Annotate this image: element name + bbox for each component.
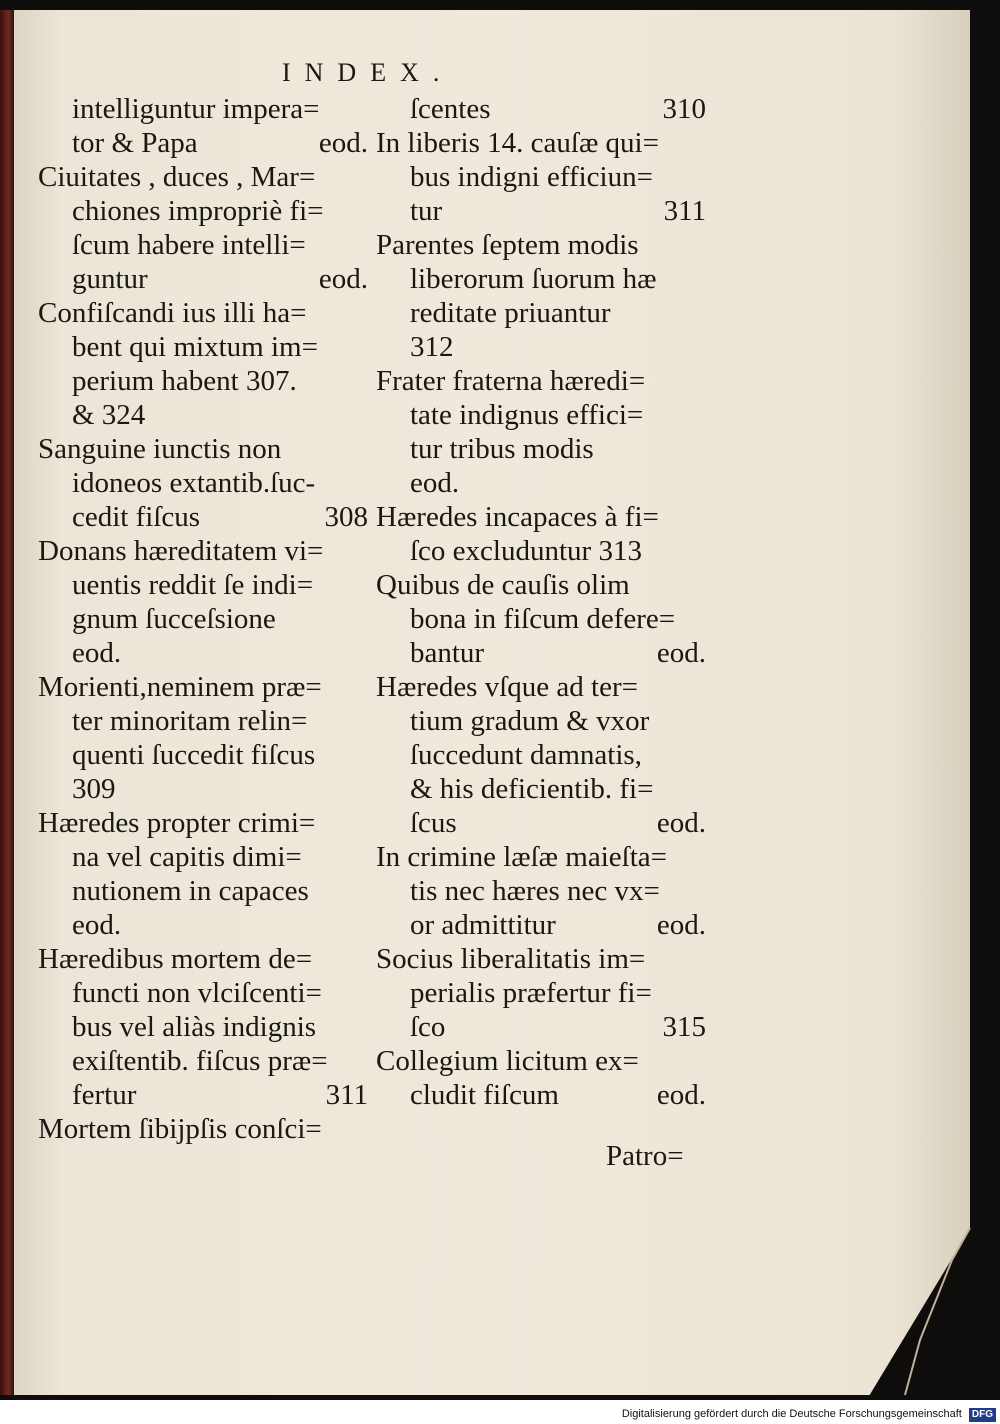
index-line-text: idoneos extantib.ſuc- bbox=[72, 467, 316, 499]
index-line bbox=[38, 228, 368, 262]
index-line-text: gnum ſucceſsione bbox=[72, 603, 276, 635]
index-line bbox=[376, 874, 706, 908]
index-line-text: bus indigni efficiun= bbox=[410, 161, 653, 193]
index-line bbox=[376, 1044, 706, 1078]
index-line-text: 312 bbox=[410, 331, 454, 363]
index-line bbox=[376, 126, 706, 160]
index-line-text: bus vel aliàs indignis bbox=[72, 1011, 317, 1043]
index-line-text: fertur bbox=[72, 1079, 137, 1111]
index-line-text: tur tribus modis bbox=[410, 433, 594, 465]
page-reference: eod. bbox=[318, 263, 368, 295]
index-line bbox=[376, 398, 706, 432]
page-reference: eod. bbox=[656, 909, 706, 941]
page-reference: 311 bbox=[325, 1079, 368, 1111]
index-line-text: nutionem in capaces bbox=[72, 875, 309, 907]
index-line bbox=[38, 398, 368, 432]
index-line-text: & 324 bbox=[72, 399, 146, 431]
index-line-text: Frater fraterna hæredi= bbox=[376, 365, 646, 397]
index-line bbox=[38, 568, 368, 602]
index-line-text: Donans hæreditatem vi= bbox=[38, 535, 324, 567]
page-reference: 311 bbox=[663, 195, 706, 227]
index-line-text: eod. bbox=[72, 909, 122, 941]
index-line bbox=[38, 92, 368, 126]
index-line bbox=[38, 432, 368, 466]
index-line bbox=[376, 1010, 706, 1044]
index-line-text: guntur bbox=[72, 263, 148, 295]
index-line bbox=[38, 364, 368, 398]
dfg-logo: DFG bbox=[969, 1408, 996, 1422]
index-line-text: functi non vlciſcenti= bbox=[72, 977, 322, 1009]
index-line bbox=[376, 738, 706, 772]
index-line-text: tis nec hæres nec vx= bbox=[410, 875, 660, 907]
index-line bbox=[376, 806, 706, 840]
index-line bbox=[376, 840, 706, 874]
index-line-text: ter minoritam relin= bbox=[72, 705, 308, 737]
index-line bbox=[376, 228, 706, 262]
index-line-text: ſcentes bbox=[410, 93, 491, 125]
index-line-text: quenti ſuccedit fiſcus bbox=[72, 739, 316, 771]
index-line bbox=[376, 466, 706, 500]
index-line-text: Ciuitates , duces , Mar= bbox=[38, 161, 316, 193]
index-line bbox=[38, 534, 368, 568]
index-line-text: Morienti,neminem præ= bbox=[38, 671, 322, 703]
index-line bbox=[376, 670, 706, 704]
index-line bbox=[376, 704, 706, 738]
index-line bbox=[38, 126, 368, 160]
index-line-text: na vel capitis dimi= bbox=[72, 841, 302, 873]
index-line-text: tor & Papa bbox=[72, 127, 198, 159]
index-line bbox=[376, 1078, 706, 1112]
index-line bbox=[38, 636, 368, 670]
index-line-text: ſcus bbox=[410, 807, 457, 839]
index-line-text: Socius liberalitatis im= bbox=[376, 943, 646, 975]
catchword: Patro= bbox=[606, 1140, 684, 1172]
index-line-text: bent qui mixtum im= bbox=[72, 331, 318, 363]
index-line-text: Hæredibus mortem de= bbox=[38, 943, 313, 975]
index-line bbox=[376, 602, 706, 636]
index-line bbox=[38, 670, 368, 704]
index-line-text: In liberis 14. cauſæ qui= bbox=[376, 127, 659, 159]
index-line bbox=[376, 92, 706, 126]
index-line-text: Hæredes vſque ad ter= bbox=[376, 671, 638, 703]
index-line-text: perium habent 307. bbox=[72, 365, 297, 397]
index-line-text: Hæredes propter crimi= bbox=[38, 807, 316, 839]
index-line bbox=[376, 534, 706, 568]
index-column-right bbox=[376, 92, 706, 1112]
index-line-text: eod. bbox=[72, 637, 122, 669]
index-line bbox=[376, 976, 706, 1010]
index-line bbox=[38, 976, 368, 1010]
index-line bbox=[376, 942, 706, 976]
footer-text: Digitalisierung gefördert durch die Deutsche Forschungsgemeinschaft bbox=[621, 1408, 962, 1420]
index-line bbox=[38, 1044, 368, 1078]
index-line bbox=[38, 942, 368, 976]
index-line-text: ſcum habere intelli= bbox=[72, 229, 306, 261]
index-line bbox=[376, 160, 706, 194]
index-line-text: uentis reddit ſe indi= bbox=[72, 569, 314, 601]
index-line-text: eod. bbox=[410, 467, 460, 499]
index-line-text: & his deficientib. fi= bbox=[410, 773, 654, 805]
page-reference: 310 bbox=[662, 93, 706, 125]
page-reference: eod. bbox=[656, 1079, 706, 1111]
index-line bbox=[38, 1078, 368, 1112]
index-line-text: liberorum ſuorum hæ bbox=[410, 263, 657, 295]
index-line bbox=[38, 874, 368, 908]
index-line-text: cludit fiſcum bbox=[410, 1079, 559, 1111]
index-line bbox=[38, 160, 368, 194]
index-line-text: cedit fiſcus bbox=[72, 501, 201, 533]
index-line bbox=[38, 262, 368, 296]
index-line bbox=[376, 296, 706, 330]
index-line-text: Hæredes incapaces à fi= bbox=[376, 501, 659, 533]
index-line-text: intelliguntur impera= bbox=[72, 93, 320, 125]
index-line bbox=[376, 432, 706, 466]
index-line bbox=[38, 704, 368, 738]
page-header: INDEX. bbox=[282, 58, 454, 87]
index-line-text: bona in fiſcum defere= bbox=[410, 603, 676, 635]
index-line bbox=[376, 500, 706, 534]
index-line bbox=[38, 806, 368, 840]
index-line bbox=[38, 296, 368, 330]
index-line-text: exiſtentib. fiſcus præ= bbox=[72, 1045, 328, 1077]
index-line bbox=[38, 500, 368, 534]
page-reference: eod. bbox=[656, 807, 706, 839]
page-reference: eod. bbox=[656, 637, 706, 669]
index-line-text: Mortem ſibijpſis conſci= bbox=[38, 1113, 322, 1145]
index-line bbox=[38, 1010, 368, 1044]
index-line bbox=[38, 1112, 368, 1146]
index-line-text: Confiſcandi ius illi ha= bbox=[38, 297, 307, 329]
index-line-text: 309 bbox=[72, 773, 116, 805]
index-line bbox=[38, 772, 368, 806]
index-line bbox=[38, 840, 368, 874]
index-line bbox=[38, 738, 368, 772]
index-line-text: or admittitur bbox=[410, 909, 556, 941]
page-reference: eod. bbox=[318, 127, 368, 159]
index-line bbox=[38, 466, 368, 500]
index-line-text: Collegium licitum ex= bbox=[376, 1045, 639, 1077]
index-column-left bbox=[38, 92, 368, 1146]
index-line-text: tate indignus effici= bbox=[410, 399, 644, 431]
index-line bbox=[376, 364, 706, 398]
index-line-text: ſco bbox=[410, 1011, 446, 1043]
index-line bbox=[38, 194, 368, 228]
page-reference: 308 bbox=[324, 501, 368, 533]
index-line bbox=[376, 194, 706, 228]
index-line-text: ſuccedunt damnatis, bbox=[410, 739, 642, 771]
index-line bbox=[376, 772, 706, 806]
index-line bbox=[38, 602, 368, 636]
index-line bbox=[376, 636, 706, 670]
index-line-text: In crimine læſæ maieſta= bbox=[376, 841, 667, 873]
index-line-text: chiones impropriè fi= bbox=[72, 195, 324, 227]
index-line-text: Sanguine iunctis non bbox=[38, 433, 282, 465]
index-line-text: bantur bbox=[410, 637, 485, 669]
index-line bbox=[38, 330, 368, 364]
footer bbox=[0, 1404, 996, 1424]
index-line-text: tium gradum & vxor bbox=[410, 705, 650, 737]
index-line-text: ſco excluduntur 313 bbox=[410, 535, 642, 567]
index-line-text: perialis præfertur fi= bbox=[410, 977, 652, 1009]
index-line bbox=[376, 568, 706, 602]
index-line bbox=[376, 262, 706, 296]
book-edge bbox=[0, 10, 14, 1395]
page-reference: 315 bbox=[662, 1011, 706, 1043]
index-line bbox=[376, 330, 706, 364]
index-line-text: Quibus de cauſis olim bbox=[376, 569, 630, 601]
index-line bbox=[38, 908, 368, 942]
index-line bbox=[376, 908, 706, 942]
index-line-text: reditate priuantur bbox=[410, 297, 611, 329]
index-line-text: Parentes ſeptem modis bbox=[376, 229, 639, 261]
index-line-text: tur bbox=[410, 195, 443, 227]
